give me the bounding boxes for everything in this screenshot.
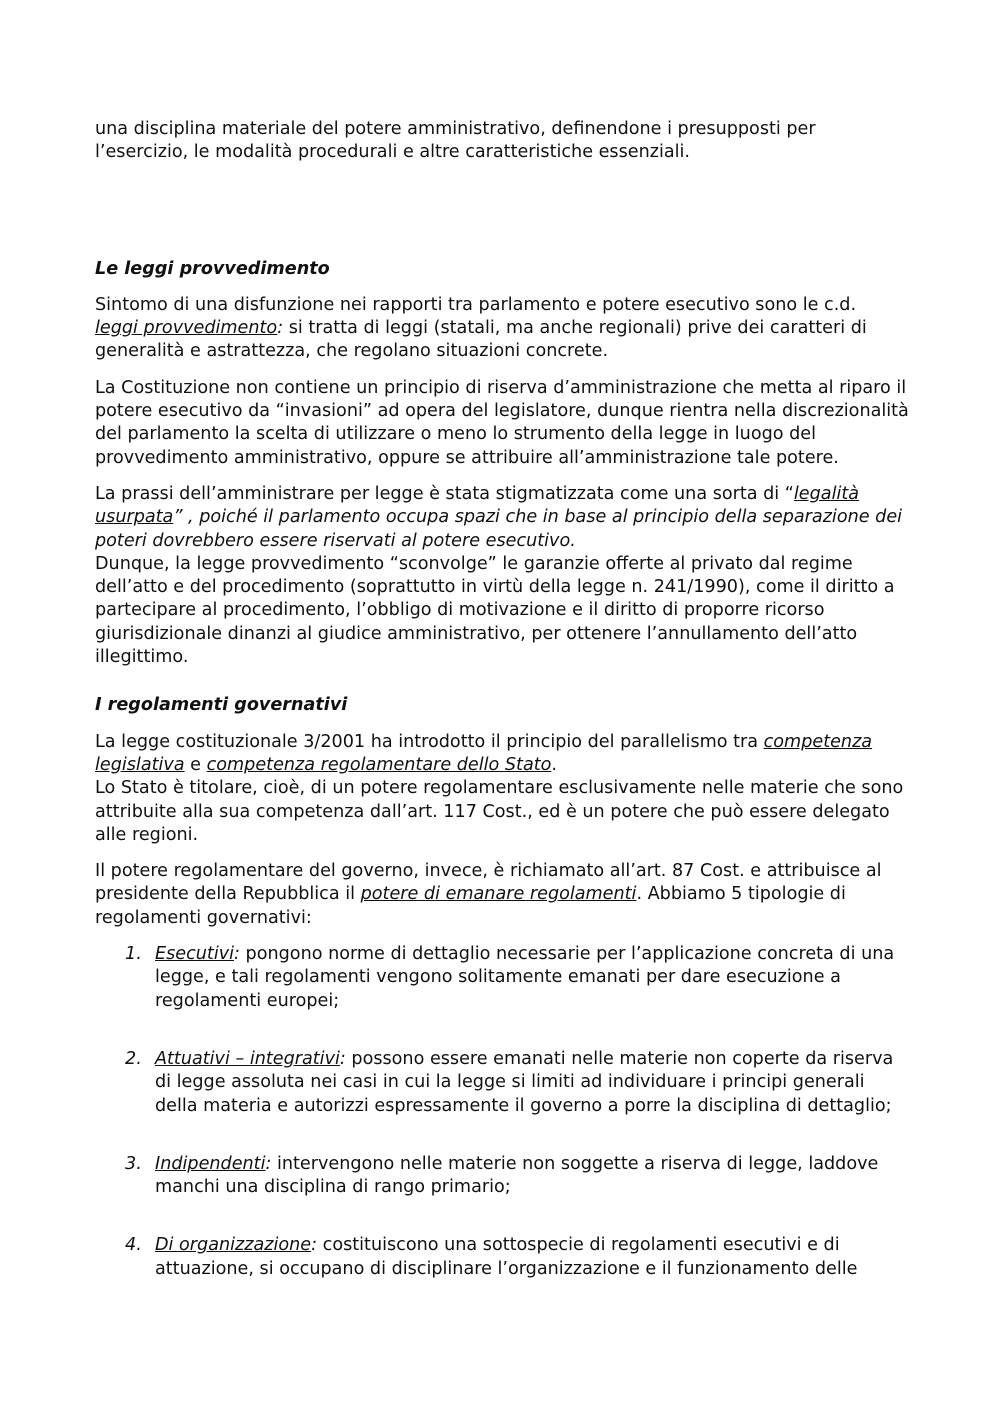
text: Lo Stato è titolare, cioè, di un potere regolamentare esclusivamente nelle materie che sono attribuite alla sua competenza dall’art. 117 Cost., ed è un potere che può essere delegato alle regioni. <box>95 778 904 845</box>
underlined-term: Indipendenti <box>155 1153 266 1174</box>
paragraph <box>95 731 910 847</box>
underlined-term: legalità usurpata <box>95 483 860 528</box>
section-heading-leggi-provvedimento: Le leggi provvedimento <box>95 258 330 279</box>
underlined-term: Attuativi – integrativi <box>155 1048 340 1069</box>
text: : <box>339 1048 346 1069</box>
text: costituiscono una sottospecie di regolamenti esecutivi e di attuazione, si occupano di disciplinare l’organizzazione e il funzionamento delle <box>155 1235 858 1279</box>
list-item <box>95 1048 910 1118</box>
list-item <box>95 1153 910 1200</box>
list-number: 4. <box>125 1235 142 1256</box>
text: si tratta di leggi (statali, ma anche regionali) prive dei caratteri di generalità e astrattezza, che regolano situazioni concrete. <box>95 318 867 362</box>
intro-paragraph: una disciplina materiale del potere amministrativo, definendone i presupposti per l’esercizio, le modalità procedurali e altre caratteristiche essenziali. <box>95 119 816 163</box>
regolamenti-list <box>95 943 910 1281</box>
section-heading-regolamenti-governativi: I regolamenti governativi <box>95 695 348 716</box>
text: pongono norme di dettaglio necessarie per l’applicazione concreta di una legge, e tali regolamenti vengono solitamente emanati per dare esecuzione a regolamenti europei; <box>155 944 895 1011</box>
document-page <box>95 118 910 1316</box>
list-number: 2. <box>125 1048 142 1069</box>
underlined-term: Di organizzazione <box>155 1235 312 1256</box>
text: La prassi dell’amministrare per legge è stata stigmatizzata come una sorta di “ <box>95 483 794 504</box>
text: e <box>184 754 207 775</box>
text: ” , poiché il parlamento occupa spazi che in base al principio della separazione dei poteri dovrebbero essere riservati al potere esecutivo. <box>95 507 903 551</box>
list-item <box>95 1234 910 1281</box>
underlined-term: competenza regolamentare dello Stato <box>206 754 552 775</box>
text: intervengono nelle materie non soggette a riserva di legge, laddove manchi una disciplina di rango primario; <box>155 1153 879 1198</box>
text: : <box>277 318 284 339</box>
list-number: 3. <box>125 1153 142 1174</box>
text: . Abbiamo 5 tipologie di regolamenti governativi: <box>95 884 846 928</box>
list-item <box>95 943 910 1013</box>
list-number: 1. <box>125 944 142 965</box>
text: Il potere regolamentare del governo, invece, è richiamato all’art. 87 Cost. e attribuisce al presidente della Repubblica il <box>95 861 882 905</box>
text: : <box>311 1235 318 1256</box>
paragraph: La Costituzione non contiene un principio di riserva d’amministrazione che metta al riparo il potere esecutivo da “invasioni” ad opera del legislatore, dunque rientra nella discrezionalità del parlamento la scelta di utilizzare o meno lo strumento della legge in luogo del provvedimento amministrativo, oppure se attribuire all’amministrazione tale potere. <box>95 377 909 468</box>
text: La legge costituzionale 3/2001 ha introdotto il principio del parallelismo tra <box>95 731 764 752</box>
text: : <box>234 944 240 965</box>
text: . <box>551 754 557 775</box>
underlined-term: Esecutivi <box>155 944 235 965</box>
underlined-term: competenza legislativa <box>95 731 873 775</box>
text: Dunque, la legge provvedimento “sconvolge” le garanzie offerte al privato dal regime dell’atto e del procedimento (soprattutto in virtù della legge n. 241/1990), come il diritto a partecipare al procedimento, l’obbligo di motivazione e il diritto di proporre ricorso giurisdizionale dinanzi al giudice amministrativo, per ottenere l’annullamento dell’atto illegittimo. <box>95 553 895 668</box>
paragraph <box>95 483 910 669</box>
text: possono essere emanati nelle materie non coperte da riserva di legge assoluta nei casi in cui la legge si limiti ad individuare i principi generali della materia e autorizzi espressamente il governo a porre la disciplina di dettaglio; <box>155 1048 894 1116</box>
paragraph <box>95 294 910 364</box>
underlined-term: potere di emanare regolamenti <box>360 884 637 905</box>
underlined-term: leggi provvedimento <box>95 318 278 339</box>
paragraph <box>95 860 910 930</box>
text: : <box>265 1153 272 1174</box>
text: Sintomo di una disfunzione nei rapporti tra parlamento e potere esecutivo sono le c.d. <box>95 294 857 315</box>
